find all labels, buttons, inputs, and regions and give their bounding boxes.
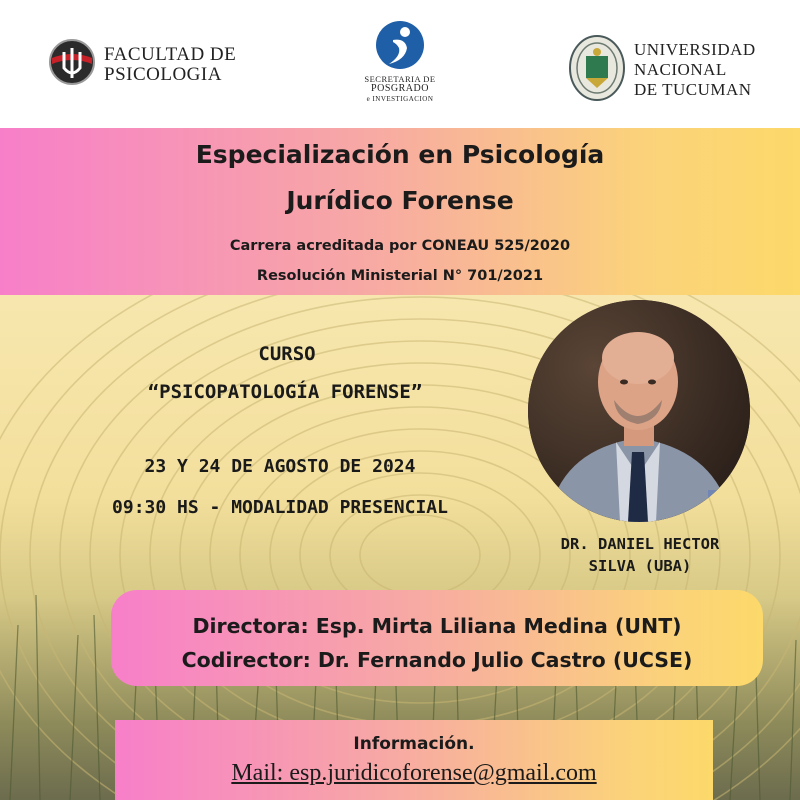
psi-emblem-icon [48, 38, 96, 86]
director-text: Directora: Esp. Mirta Liliana Medina (UNT) [192, 614, 682, 638]
speaker-name-line1: DR. DANIEL HECTOR [560, 535, 720, 553]
posgrado-logo-line3: e INVESTIGACION [366, 95, 434, 103]
speaker-portrait [528, 300, 750, 522]
course-name: “PSICOPATOLOGÍA FORENSE” [147, 381, 423, 403]
unt-logo-line1: UNIVERSIDAD [634, 40, 756, 59]
title-line2: Jurídico Forense [286, 186, 514, 215]
codirector-text: Codirector: Dr. Fernando Julio Castro (UCSE) [181, 648, 693, 672]
title-band [0, 128, 800, 295]
facultad-logo-line1: FACULTAD DE [104, 44, 237, 65]
header-logos [0, 0, 800, 128]
course-dates: 23 Y 24 DE AGOSTO DE 2024 [144, 456, 416, 477]
speaker-name-line2: SILVA (UBA) [588, 557, 692, 575]
course-schedule: 09:30 HS - MODALIDAD PRESENCIAL [112, 497, 448, 518]
posgrado-logo-line1: SECRETARIA DE [364, 74, 436, 84]
resolution-text: Resolución Ministerial N° 701/2021 [256, 268, 544, 284]
facultad-psicologia-logo [48, 38, 248, 88]
posgrado-emblem-icon [375, 20, 425, 70]
info-box [115, 720, 713, 800]
directors-box [111, 590, 763, 686]
speaker-photo-image [528, 300, 750, 522]
info-heading: Información. [353, 734, 475, 754]
unt-logo-line2: NACIONAL [634, 60, 727, 79]
unt-logo-line3: DE TUCUMAN [634, 80, 752, 99]
unt-logo [568, 34, 788, 106]
facultad-logo-line2: PSICOLOGIA [104, 64, 222, 85]
course-label: CURSO [258, 343, 316, 365]
accreditation-text: Carrera acreditada por CONEAU 525/2020 [229, 238, 571, 254]
posgrado-logo-line2: POSGRADO [371, 83, 429, 94]
title-line1: Especialización en Psicología [195, 140, 605, 169]
info-mail-link[interactable]: Mail: esp.juridicoforense@gmail.com [231, 760, 597, 786]
unt-seal-icon [568, 34, 626, 102]
secretaria-posgrado-logo [350, 20, 450, 110]
